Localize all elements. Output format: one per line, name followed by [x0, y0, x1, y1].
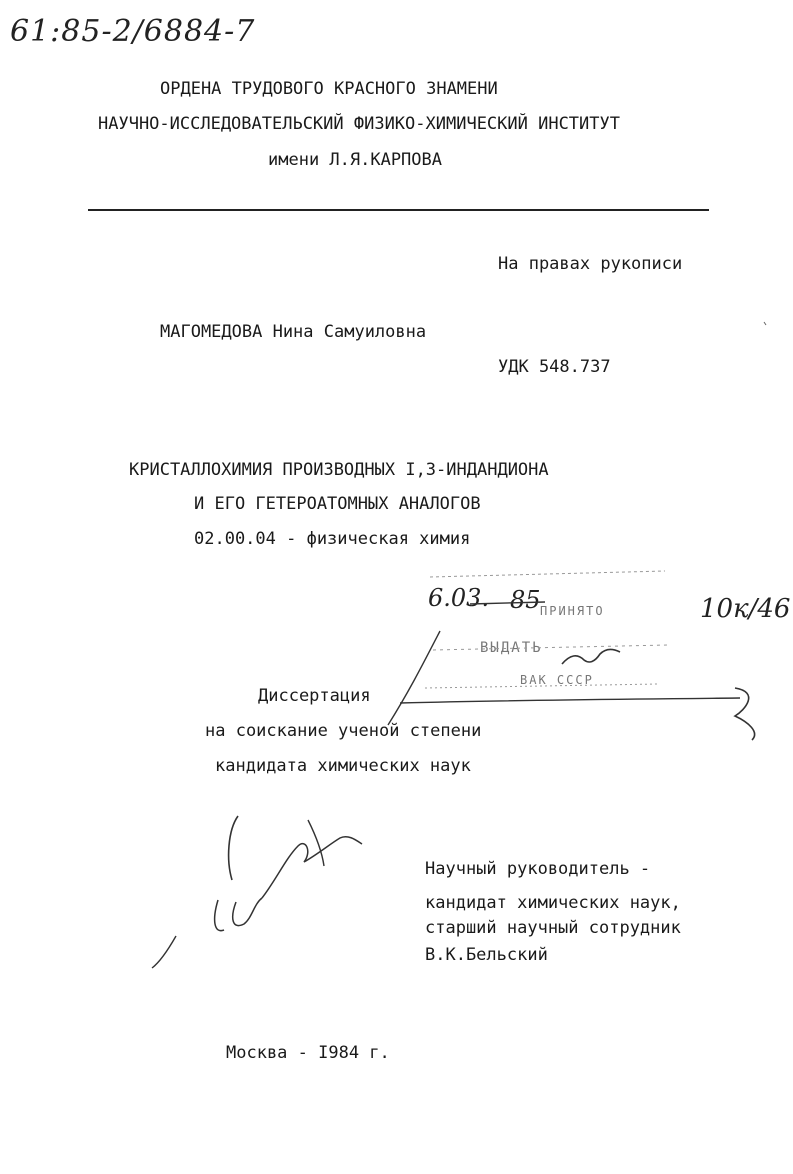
supervisor-line-2: кандидат химических наук, — [425, 893, 681, 913]
city-year: Москва - I984 г. — [226, 1043, 390, 1063]
stamp-reference: 10к/46 — [700, 594, 791, 624]
supervisor-name: В.К.Бельский — [425, 945, 548, 965]
degree-line-2: на соискание ученой степени — [205, 721, 482, 741]
author-name: МАГОМЕДОВА Нина Самуиловна — [160, 322, 427, 342]
udc-code: УДК 548.737 — [498, 357, 611, 377]
manuscript-note: На правах рукописи — [498, 254, 683, 274]
stamp-line-3: ВАК СССР — [520, 673, 594, 687]
supervisor-line-1: Научный руководитель - — [425, 859, 651, 879]
degree-line-3: кандидата химических наук — [215, 756, 471, 776]
stamp-year: 85 — [510, 586, 541, 614]
thesis-title-line-2: И ЕГО ГЕТЕРОАТОМНЫХ АНАЛОГОВ — [194, 494, 481, 514]
supervisor-line-3: старший научный сотрудник — [425, 918, 681, 938]
specialty: 02.00.04 - физическая химия — [194, 529, 471, 549]
stamp-line-2: ВЫДАТЬ — [480, 640, 543, 656]
stamp-line-1: ПРИНЯТО — [540, 604, 605, 618]
institute-line-2: НАУЧНО-ИССЛЕДОВАТЕЛЬСКИЙ ФИЗИКО-ХИМИЧЕСКИЙ ИНСТИТУТ — [98, 114, 620, 134]
degree-line-1: Диссертация — [258, 686, 371, 706]
institute-line-1: ОРДЕНА ТРУДОВОГО КРАСНОГО ЗНАМЕНИ — [160, 79, 498, 99]
stamp-date: 6.03. — [428, 584, 490, 612]
institute-line-3: имени Л.Я.КАРПОВА — [268, 150, 442, 170]
thesis-title-line-1: КРИСТАЛЛОХИМИЯ ПРОИЗВОДНЫХ I,3-ИНДАНДИОНА — [129, 460, 549, 480]
archive-code: 61:85-2/6884-7 — [10, 14, 256, 49]
